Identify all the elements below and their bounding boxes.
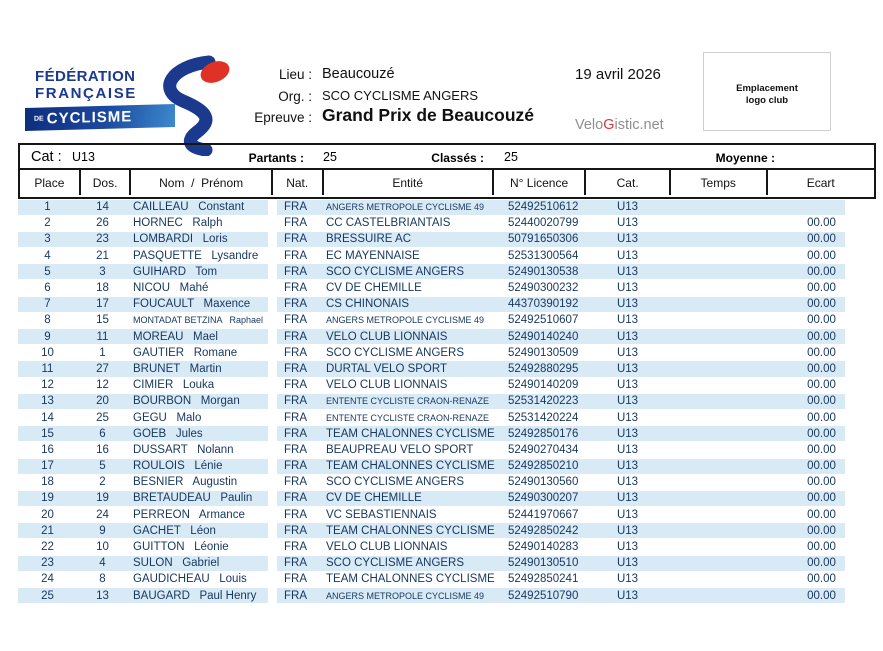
cell-dossard: 12 [96, 379, 109, 392]
cell-dossard: 1 [99, 346, 106, 359]
table-row [18, 474, 876, 490]
cell-category: U13 [616, 233, 639, 246]
cell-category: U13 [616, 476, 639, 489]
cell-nationality: FRA [284, 589, 307, 602]
cell-nationality: FRA [284, 395, 307, 408]
cell-gap: 00.00 [807, 557, 836, 570]
cell-name: FOUCAULT Maxence [133, 298, 251, 311]
cell-team: VELO CLUB LIONNAIS [326, 330, 448, 343]
classes-value: 25 [504, 150, 518, 164]
cell-dossard: 8 [99, 573, 106, 586]
cell-gap: 00.00 [807, 427, 836, 440]
cell-gap: 00.00 [807, 589, 836, 602]
cell-dossard: 25 [96, 411, 109, 424]
cell-place: 7 [44, 298, 51, 311]
cell-name: LOMBARDI Loris [133, 233, 228, 246]
cell-gap: 00.00 [807, 541, 836, 554]
cell-category: U13 [616, 411, 639, 424]
cell-gap: 00.00 [807, 233, 836, 246]
cell-team: CV DE CHEMILLE [326, 282, 422, 295]
summary-row [20, 145, 874, 170]
table-row [18, 539, 876, 555]
cell-nationality: FRA [284, 508, 307, 521]
cell-dossard: 10 [96, 541, 109, 554]
table-frame [18, 143, 876, 199]
table-row [18, 231, 876, 247]
cell-place: 12 [41, 379, 54, 392]
cell-dossard: 5 [99, 460, 106, 473]
cell-place: 11 [41, 362, 54, 375]
cell-dossard: 15 [96, 314, 109, 327]
cell-dossard: 2 [99, 476, 106, 489]
cell-gap: 00.00 [807, 508, 836, 521]
cell-category: U13 [616, 573, 639, 586]
cell-name: ROULOIS Lénie [133, 460, 223, 473]
table-row [18, 523, 876, 539]
cell-name: GACHET Léon [133, 524, 216, 537]
col-header-licence: N° Licence [492, 170, 585, 195]
cell-name: SULON Gabriel [133, 557, 220, 570]
cell-category: U13 [616, 346, 639, 359]
cell-nationality: FRA [284, 427, 307, 440]
cell-licence: 52492850176 [508, 427, 579, 440]
cell-team: ENTENTE CYCLISTE CRAON-RENAZE [326, 412, 490, 423]
cell-place: 10 [41, 346, 54, 359]
cell-gap: 00.00 [807, 379, 836, 392]
table-row [18, 280, 876, 296]
cell-dossard: 9 [99, 524, 106, 537]
cell-category: U13 [616, 298, 639, 311]
cell-category: U13 [616, 460, 639, 473]
table-row [18, 296, 876, 312]
cell-gap: 00.00 [807, 573, 836, 586]
ffc-logo-banner-prefix: DE [34, 115, 44, 123]
cell-nationality: FRA [284, 492, 307, 505]
cell-name: MONTADAT BETZINA Raphael [133, 315, 264, 326]
cell-licence: 52490300207 [508, 492, 579, 505]
cell-gap: 00.00 [807, 346, 836, 359]
cell-category: U13 [616, 330, 639, 343]
cell-place: 19 [41, 492, 54, 505]
cell-name: NICOU Mahé [133, 282, 209, 295]
cell-gap: 00.00 [807, 460, 836, 473]
table-row [18, 555, 876, 571]
table-row [18, 458, 876, 474]
table-row [18, 377, 876, 393]
cell-name: GUITTON Léonie [133, 541, 229, 554]
cell-team: ANGERS METROPOLE CYCLISME 49 [326, 202, 485, 213]
cell-nationality: FRA [284, 233, 307, 246]
cell-gap: 00.00 [807, 492, 836, 505]
cell-team: TEAM CHALONNES CYCLISME [326, 427, 495, 440]
ffc-logo-line1: FÉDÉRATION [35, 68, 136, 85]
cell-licence: 52490130538 [508, 265, 579, 278]
cell-nationality: FRA [284, 379, 307, 392]
table-row [18, 215, 876, 231]
cell-place: 25 [41, 589, 54, 602]
cell-licence: 52490270434 [508, 443, 579, 456]
cell-name: BRETAUDEAU Paulin [133, 492, 253, 505]
cell-place: 16 [41, 443, 54, 456]
table-row [18, 312, 876, 328]
cell-category: U13 [616, 492, 639, 505]
table-row [18, 490, 876, 506]
cell-category: U13 [616, 265, 639, 278]
cell-place: 1 [44, 201, 51, 214]
table-row [18, 345, 876, 361]
cell-category: U13 [616, 379, 639, 392]
cell-gap: 00.00 [807, 314, 836, 327]
cell-name: BRUNET Martin [133, 362, 222, 375]
ffc-logo-line2: FRANÇAISE [35, 85, 137, 102]
cell-dossard: 3 [99, 265, 106, 278]
cell-nationality: FRA [284, 217, 307, 230]
cell-licence: 52492850242 [508, 524, 579, 537]
table-row [18, 426, 876, 442]
cell-dossard: 13 [96, 589, 109, 602]
cell-dossard: 6 [99, 427, 106, 440]
cell-nationality: FRA [284, 330, 307, 343]
cell-place: 8 [44, 314, 51, 327]
results-rows [18, 199, 876, 604]
col-header-category: Cat. [584, 170, 669, 195]
cell-team: CS CHINONAIS [326, 298, 410, 311]
cell-team: SCO CYCLISME ANGERS [326, 557, 465, 570]
cell-team: CV DE CHEMILLE [326, 492, 422, 505]
table-row [18, 409, 876, 425]
cell-place: 21 [41, 524, 54, 537]
cell-gap: 00.00 [807, 282, 836, 295]
cell-category: U13 [616, 362, 639, 375]
cell-category: U13 [616, 249, 639, 262]
cell-team: VELO CLUB LIONNAIS [326, 541, 448, 554]
cell-nationality: FRA [284, 265, 307, 278]
cell-dossard: 21 [96, 249, 109, 262]
cell-name: GUIHARD Tom [133, 265, 218, 278]
cell-gap: 00.00 [807, 217, 836, 230]
cell-category: U13 [616, 201, 639, 214]
partants-label: Partants : [248, 151, 304, 165]
cell-licence: 52490130509 [508, 346, 579, 359]
table-row [18, 393, 876, 409]
table-row [18, 361, 876, 377]
cell-dossard: 4 [99, 557, 106, 570]
table-row [18, 571, 876, 587]
cell-nationality: FRA [284, 362, 307, 375]
cell-licence: 52531300564 [508, 249, 579, 262]
club-logo-placeholder-line1: Emplacement [736, 83, 798, 94]
cell-team: BEAUPREAU VELO SPORT [326, 443, 474, 456]
cell-licence: 52490140283 [508, 541, 579, 554]
cell-nationality: FRA [284, 541, 307, 554]
club-logo-placeholder-line2: logo club [745, 95, 789, 106]
cell-place: 4 [44, 249, 51, 262]
cell-place: 2 [44, 217, 51, 230]
cell-name: CIMIER Louka [133, 379, 215, 392]
cell-place: 9 [44, 330, 51, 343]
cell-nationality: FRA [284, 249, 307, 262]
cell-licence: 52490130560 [508, 476, 579, 489]
cell-team: TEAM CHALONNES CYCLISME [326, 460, 495, 473]
cell-gap: 00.00 [807, 411, 836, 424]
cell-place: 20 [41, 508, 54, 521]
cell-nationality: FRA [284, 314, 307, 327]
cell-dossard: 18 [96, 282, 109, 295]
cell-dossard: 20 [96, 395, 109, 408]
cell-dossard: 17 [96, 298, 109, 311]
cell-place: 13 [41, 395, 54, 408]
cell-nationality: FRA [284, 573, 307, 586]
cell-dossard: 26 [96, 217, 109, 230]
velogistic-watermark [575, 117, 664, 133]
cell-gap: 00.00 [807, 395, 836, 408]
cell-licence: 52531420224 [508, 411, 579, 424]
cell-dossard: 14 [96, 201, 109, 214]
cell-team: VC SEBASTIENNAIS [326, 508, 437, 521]
cell-name: GEGU Malo [133, 411, 202, 424]
cell-place: 22 [41, 541, 54, 554]
cell-team: ANGERS METROPOLE CYCLISME 49 [326, 590, 485, 601]
table-row [18, 507, 876, 523]
lieu-value: Beaucouzé [322, 66, 395, 82]
cell-name: HORNEC Ralph [133, 217, 223, 230]
epreuve-value: Grand Prix de Beaucouzé [322, 105, 535, 125]
cell-place: 24 [41, 573, 54, 586]
cell-name: GAUTIER Romane [133, 346, 238, 359]
cell-licence: 52490140209 [508, 379, 579, 392]
category-label: Cat : [31, 149, 62, 165]
table-row [18, 442, 876, 458]
cell-team: CC CASTELBRIANTAIS [326, 217, 451, 230]
cell-nationality: FRA [284, 298, 307, 311]
cell-dossard: 27 [96, 362, 109, 375]
cell-licence: 52492880295 [508, 362, 579, 375]
cell-place: 14 [41, 411, 54, 424]
cell-gap: 00.00 [807, 249, 836, 262]
category-value: U13 [72, 150, 95, 164]
cell-licence: 44370390192 [508, 298, 579, 311]
cell-team: DURTAL VELO SPORT [326, 362, 447, 375]
cell-gap: 00.00 [807, 524, 836, 537]
cell-licence: 52492510790 [508, 589, 579, 602]
cell-category: U13 [616, 314, 639, 327]
cell-team: SCO CYCLISME ANGERS [326, 346, 465, 359]
cell-nationality: FRA [284, 346, 307, 359]
cell-dossard: 24 [96, 508, 109, 521]
cell-nationality: FRA [284, 524, 307, 537]
epreuve-label: Epreuve : [254, 110, 312, 125]
cell-licence: 52440020799 [508, 217, 579, 230]
cell-name: PERREON Armance [133, 508, 245, 521]
cell-team: SCO CYCLISME ANGERS [326, 265, 465, 278]
ffc-logo [25, 60, 235, 148]
cell-place: 15 [41, 427, 54, 440]
cell-name: MOREAU Mael [133, 330, 218, 343]
cell-category: U13 [616, 524, 639, 537]
cell-licence: 52492510612 [508, 201, 579, 214]
column-headers [20, 170, 874, 195]
cell-licence: 52490130510 [508, 557, 579, 570]
cell-licence: 52441970667 [508, 508, 579, 521]
cell-licence: 52492850241 [508, 573, 579, 586]
col-header-gap: Ecart [766, 170, 874, 195]
cell-category: U13 [616, 217, 639, 230]
cell-place: 6 [44, 282, 51, 295]
cell-dossard: 11 [96, 330, 109, 343]
cell-name: BESNIER Augustin [133, 476, 238, 489]
cell-team: BRESSUIRE AC [326, 233, 411, 246]
cell-category: U13 [616, 589, 639, 602]
event-date: 19 avril 2026 [575, 66, 661, 83]
table-row [18, 248, 876, 264]
cell-gap: 00.00 [807, 476, 836, 489]
watermark-pre: Velo [575, 117, 604, 133]
cell-nationality: FRA [284, 460, 307, 473]
cell-dossard: 19 [96, 492, 109, 505]
cell-category: U13 [616, 541, 639, 554]
table-row [18, 199, 876, 215]
watermark-post: istic.net [614, 117, 664, 133]
cell-nationality: FRA [284, 557, 307, 570]
cell-nationality: FRA [284, 476, 307, 489]
table-row [18, 329, 876, 345]
cell-place: 3 [44, 233, 51, 246]
cell-category: U13 [616, 508, 639, 521]
cell-licence: 50791650306 [508, 233, 579, 246]
cell-team: ANGERS METROPOLE CYCLISME 49 [326, 315, 485, 326]
col-header-name: Nom / Prénom [129, 170, 270, 195]
cell-dossard: 23 [96, 233, 109, 246]
cell-name: CAILLEAU Constant [133, 201, 245, 214]
club-logo-placeholder [703, 52, 831, 131]
col-header-team: Entité [322, 170, 492, 195]
cell-licence: 52492510607 [508, 314, 579, 327]
cell-category: U13 [616, 557, 639, 570]
cell-nationality: FRA [284, 411, 307, 424]
cell-gap: 00.00 [807, 265, 836, 278]
cell-dossard: 16 [96, 443, 109, 456]
cell-licence: 52490140240 [508, 330, 579, 343]
cell-team: VELO CLUB LIONNAIS [326, 379, 448, 392]
cell-category: U13 [616, 443, 639, 456]
cell-gap: 00.00 [807, 443, 836, 456]
cell-team: EC MAYENNAISE [326, 249, 420, 262]
cell-name: PASQUETTE Lysandre [133, 249, 259, 262]
table-row [18, 264, 876, 280]
cell-category: U13 [616, 282, 639, 295]
table-row [18, 588, 876, 604]
org-value: SCO CYCLISME ANGERS [322, 88, 479, 103]
org-label: Org. : [278, 89, 312, 104]
cell-place: 17 [41, 460, 54, 473]
cell-category: U13 [616, 395, 639, 408]
partants-value: 25 [323, 150, 337, 164]
cell-name: DUSSART Nolann [133, 443, 234, 456]
cell-nationality: FRA [284, 201, 307, 214]
cell-place: 5 [44, 265, 51, 278]
watermark-g: G [603, 117, 615, 133]
cell-gap: 00.00 [807, 298, 836, 311]
lieu-label: Lieu : [278, 67, 312, 82]
cell-nationality: FRA [284, 282, 307, 295]
moyenne-label: Moyenne : [715, 151, 775, 165]
col-header-dossard: Dos. [79, 170, 130, 195]
cell-place: 23 [41, 557, 54, 570]
cell-team: SCO CYCLISME ANGERS [326, 476, 465, 489]
cell-category: U13 [616, 427, 639, 440]
cell-name: BOURBON Morgan [133, 395, 240, 408]
cell-nationality: FRA [284, 443, 307, 456]
cell-licence: 52531420223 [508, 395, 579, 408]
cell-gap: 00.00 [807, 362, 836, 375]
cell-team: TEAM CHALONNES CYCLISME [326, 524, 495, 537]
col-header-place: Place [34, 175, 65, 190]
col-header-nat: Nat. [271, 170, 322, 195]
cell-team: ENTENTE CYCLISTE CRAON-RENAZE [326, 396, 490, 407]
cell-licence: 52490300232 [508, 282, 579, 295]
classes-label: Classés : [431, 151, 484, 165]
cell-licence: 52492850210 [508, 460, 579, 473]
cell-place: 18 [41, 476, 54, 489]
cell-name: GOEB Jules [133, 427, 203, 440]
ffc-logo-banner-text: CYCLISME [46, 108, 133, 128]
cell-name: BAUGARD Paul Henry [133, 589, 257, 602]
cell-team: TEAM CHALONNES CYCLISME [326, 573, 495, 586]
col-header-time: Temps [669, 170, 766, 195]
cell-name: GAUDICHEAU Louis [133, 573, 247, 586]
cell-gap: 00.00 [807, 330, 836, 343]
